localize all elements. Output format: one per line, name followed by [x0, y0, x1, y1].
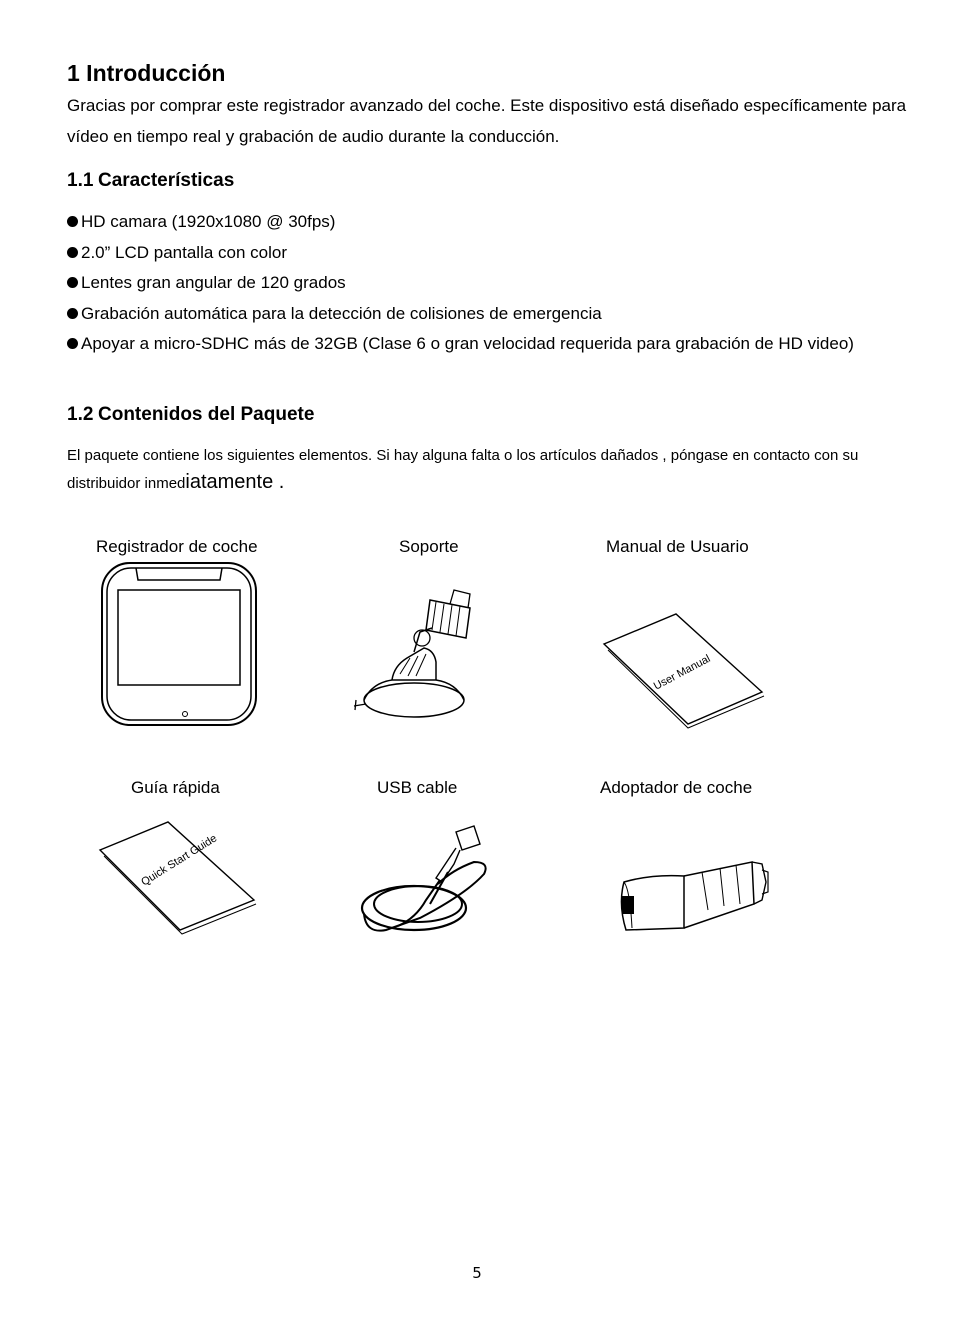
suction-mount-icon: [352, 588, 492, 723]
features-list: [67, 207, 907, 360]
item-label-mount: Soporte: [399, 537, 459, 556]
item-label-dashcam: Registrador de coche: [96, 537, 258, 556]
item-label-usb-cable: USB cable: [377, 778, 458, 797]
list-item: HD camara (1920x1080 @ 30fps): [67, 207, 907, 238]
user-manual-icon: [600, 610, 768, 730]
list-item: 2.0” LCD pantalla con color: [67, 238, 907, 269]
list-item: Grabación automática para la detección de colisiones de emergencia: [67, 299, 907, 330]
bullet-icon: [67, 308, 78, 319]
item-label-manual: Manual de Usuario: [606, 537, 749, 556]
bullet-icon: [67, 277, 78, 288]
section-heading: 1 Introducción: [67, 60, 226, 86]
intro-paragraph: Gracias por comprar este registrador avanzado del coche. Este dispositivo está diseñado específicamente para vídeo en tiempo real y grabación de audio durante la conducción.: [67, 96, 907, 146]
features-number: 1.1: [67, 170, 94, 191]
features-heading: [67, 170, 234, 192]
manual-cover-text: User Manual: [651, 652, 713, 693]
page-number: 5: [472, 1264, 482, 1282]
bullet-icon: [67, 338, 78, 349]
quick-guide-icon: [96, 818, 260, 936]
car-adapter-icon: [612, 846, 772, 936]
item-label-car-adapter: Adoptador de coche: [600, 778, 753, 797]
guide-cover-text: Quick Start Guide: [139, 832, 220, 889]
bullet-icon: [67, 247, 78, 258]
list-item: Lentes gran angular de 120 grados: [67, 268, 907, 299]
dashcam-icon: [98, 560, 260, 728]
item-label-quick-guide: Guía rápida: [131, 778, 220, 797]
package-title: Contenidos del Paquete: [98, 404, 315, 425]
list-item: Apoyar a micro-SDHC más de 32GB (Clase 6 o gran velocidad requerida para grabación de HD video): [67, 329, 907, 360]
package-paragraph: El paquete contiene los siguientes elementos. Si hay alguna falta o los artículos dañados , póngase en contacto con su distribuidor inmediatamente .: [67, 447, 859, 493]
usb-cable-icon: [356, 822, 496, 936]
bullet-icon: [67, 216, 78, 227]
package-number: 1.2: [67, 404, 94, 425]
features-title: Características: [98, 170, 235, 191]
package-heading: [67, 404, 314, 426]
